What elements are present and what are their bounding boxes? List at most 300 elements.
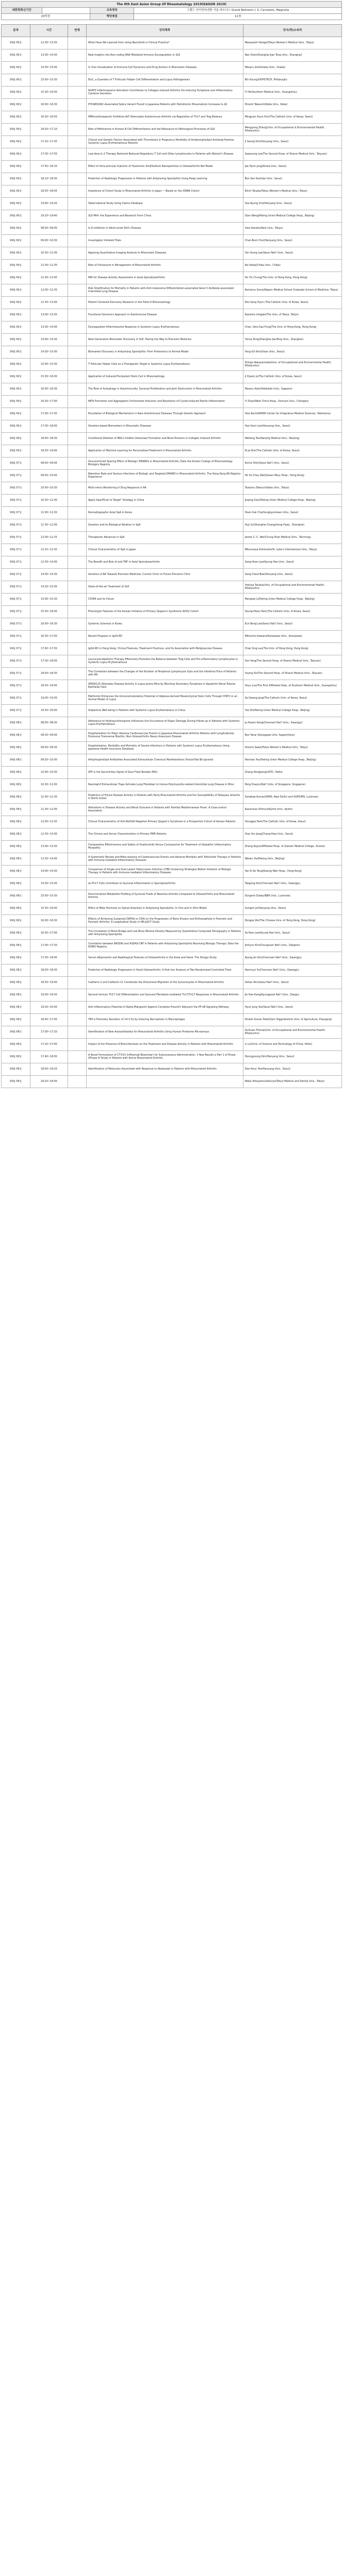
table-row xyxy=(2,532,342,544)
row-speaker: Hanxiao You(Peking Union Medical College Hosp., Beijing) xyxy=(243,754,341,767)
table-row xyxy=(2,569,342,581)
row-date: 09월 06일 xyxy=(2,371,30,383)
row-speaker: Seung-Hwan Park(The Catholic Univ. of Korea, Seoul) xyxy=(243,606,341,618)
table-row xyxy=(2,866,342,878)
table-row xyxy=(2,210,342,223)
row-date: 09월 06일 xyxy=(2,309,30,321)
row-title: Phenotypic Features of the Korean Initiative of Primary Sjogren's Syndrome (KISS) Cohort xyxy=(86,606,243,618)
row-number xyxy=(68,618,86,631)
table-row xyxy=(2,519,342,532)
row-title: Serum Adiponectin and Radiological Features of Osteoarthritis in the Knee and Hand: The Dongju Study xyxy=(86,952,243,964)
row-time: 18:00~18:20 xyxy=(30,1063,68,1076)
col-header-no: 연제 xyxy=(68,25,86,37)
row-number xyxy=(68,420,86,433)
row-date: 09월 06일 xyxy=(2,74,30,87)
row-date: 09월 07일 xyxy=(2,631,30,643)
row-number xyxy=(68,433,86,445)
table-row xyxy=(2,111,342,124)
row-time: 08:00~09:00 xyxy=(30,223,68,235)
row-title: SLE-PAH: the Experience and Research From China xyxy=(86,210,243,223)
table-row xyxy=(2,828,342,841)
row-speaker: Sen Yang(The Second Hosp. of Shanxi Medical Univ., Taiyuan) xyxy=(243,655,341,668)
row-speaker: Sandeep Kumar(AIIMS, New Delhi) and SGPGIMS, Lucknow) xyxy=(243,791,341,804)
table-row xyxy=(2,346,342,359)
row-date: 09월 08일 xyxy=(2,841,30,853)
row-date: 09월 06일 xyxy=(2,148,30,161)
row-time: 13:30~14:00 xyxy=(30,321,68,334)
table-row xyxy=(2,581,342,594)
row-time: 14:30~15:00 xyxy=(30,581,68,594)
row-number xyxy=(68,668,86,680)
row-date: 09월 07일 xyxy=(2,705,30,717)
row-time: 16:30~17:00 xyxy=(30,631,68,643)
row-title: Nonradiographic Axial SpA in Korea xyxy=(86,507,243,519)
row-title: Application of Machine Learning for Personalized Treatment in Rheumatoid Arthritis xyxy=(86,445,243,457)
row-date: 09월 08일 xyxy=(2,816,30,828)
credit-value: 20학점 xyxy=(2,14,90,20)
row-title: Biomarker Discovery in Ankylosing Spondylitis: From Proteomics to Animal Model xyxy=(86,346,243,359)
row-speaker: Hoon-Suk Cha(Sungkyunkwan Univ., Seoul) xyxy=(243,507,341,519)
table-row xyxy=(2,124,342,136)
row-time: 14:30~15:00 xyxy=(30,346,68,359)
row-time: 10:30~11:00 xyxy=(30,779,68,791)
row-time: 13:00~13:30 xyxy=(30,841,68,853)
row-date: 09월 06일 xyxy=(2,346,30,359)
row-title: CSTAR and its Future xyxy=(86,594,243,606)
row-speaker: Saeyoung Lee(The Second Hosp. of Shanxi Medical Univ., Taiyuan) xyxy=(243,148,341,161)
row-time: 18:30~19:00 xyxy=(30,977,68,989)
row-speaker: Ki-Jo Kim(The Catholic Univ. of Korea, Seoul) xyxy=(243,445,341,457)
row-number xyxy=(68,1026,86,1039)
row-title: Leucocyte-depletion Therapy Effectively Promotes the Balance between Treg Cells and Pro-inflammatory Lymphocytes in Systemic Lupus Erythematosus xyxy=(86,655,243,668)
table-row xyxy=(2,544,342,556)
row-date: 09월 07일 xyxy=(2,643,30,655)
row-title: Systemic Sclerosis in Korea xyxy=(86,618,243,631)
table-row xyxy=(2,62,342,74)
row-date: 09월 06일 xyxy=(2,223,30,235)
row-date: 09월 06일 xyxy=(2,433,30,445)
row-time: 11:00~11:30 xyxy=(30,260,68,272)
row-number xyxy=(68,62,86,74)
row-date: 09월 06일 xyxy=(2,383,30,396)
row-title: The Role of Autophagy in Autoimmunity: Synovial Proliferation and Joint Destruction in Rheumatoid Arthritis xyxy=(86,383,243,396)
course-info-table xyxy=(1,1,342,20)
row-number xyxy=(68,816,86,828)
row-title: The Correlation of Bone Bridge and Low Bone Mineral Density Measured by Quantitative Computed Tomography in Patients with Ankylosing Spondylitis xyxy=(86,927,243,940)
row-time: 19:00~19:20 xyxy=(30,198,68,210)
row-number xyxy=(68,940,86,952)
row-time: 18:30~19:00 xyxy=(30,445,68,457)
course-title-row xyxy=(2,2,342,8)
row-title: Next-Generation Biomarker Discovery in SLE: Paving the Way to Precision Medicine xyxy=(86,334,243,346)
row-speaker: James C.-C. Wei(Chung Shan Medical Univ., Taichung) xyxy=(243,532,341,544)
row-time: 11:00~11:30 xyxy=(30,507,68,519)
col-header-date: 분과 xyxy=(2,25,30,37)
row-time: 17:30~18:00 xyxy=(30,952,68,964)
row-number xyxy=(68,556,86,569)
row-speaker: Waka Yokoyama-Kokuryo(Tokyo Medical and Dental Univ., Tokyo) xyxy=(243,1076,341,1088)
row-date: 09월 07일 xyxy=(2,680,30,692)
row-speaker: Kazuhiro Ishigaki(The Univ. of Tokyo, Tokyo) xyxy=(243,309,341,321)
row-speaker: Mingjuan Hyun Hun(The Catholic Univ. of Korea, Seoul) xyxy=(243,111,341,124)
row-number xyxy=(68,853,86,866)
row-number xyxy=(68,952,86,964)
row-speaker: Jinhyun Kim(Chungnam Nat'l Univ., Daejeon) xyxy=(243,940,341,952)
row-title: TNF-α Promotes Secretion of 14-3-3η by Inducing Necroptosis in Macrophages xyxy=(86,1014,243,1026)
row-time: 17:50~18:10 xyxy=(30,161,68,173)
row-date: 09월 08일 xyxy=(2,767,30,779)
row-title: Clinical Characteristics of SpA in Japan xyxy=(86,544,243,556)
row-date: 09월 06일 xyxy=(2,124,30,136)
row-date: 09월 08일 xyxy=(2,890,30,903)
row-time: 16:00~16:30 xyxy=(30,915,68,927)
table-row xyxy=(2,680,342,692)
row-speaker: Kazumasa Ohmura(Kyoto Univ., Kyoto) xyxy=(243,804,341,816)
row-title: Applying Quantitative Imaging Analysis to Rheumatic Diseases xyxy=(86,247,243,260)
row-time: 16:40~17:00 xyxy=(30,1014,68,1026)
row-speaker: Peng Huajun(Nat'l Univ. of Singapore, Singapore) xyxy=(243,779,341,791)
venue-value: 그랜드 인터컨티넨탈 서울 파르나스 Grand Ballroom I, II, Carnation, Magnolia xyxy=(134,8,342,14)
row-speaker: Weiwu Xie(Peking Univ., Beijing) xyxy=(243,853,341,866)
row-date: 09월 06일 xyxy=(2,62,30,74)
table-row xyxy=(2,927,342,940)
row-title: Role of Methionine in Human B Cell Differentiation and the Relevance to Pathological Processes of SLE xyxy=(86,124,243,136)
row-title: Role of Ultrasound in Management of Rheumatoid Arthritis xyxy=(86,260,243,272)
table-row xyxy=(2,408,342,420)
row-time: 15:00~15:30 xyxy=(30,594,68,606)
table-row xyxy=(2,161,342,173)
row-number xyxy=(68,779,86,791)
row-date: 09월 06일 xyxy=(2,198,30,210)
row-title: Identification of Molecules Associated with Response to Abatacept in Patients with Rheumatoid Arthritis xyxy=(86,1063,243,1076)
row-title: Second Intrinsic Th17 Cell Differentiation and Synovial Fibroblast-mediated Th17/Th17 Responses in Rheumatoid Arthritis xyxy=(86,989,243,1002)
row-title: Impotence of Cohort Study in Rheumatoid Arthritis in Japan ~ Based on the IORRA Cohort xyxy=(86,185,243,198)
lecture-table-body xyxy=(2,37,342,1088)
row-number xyxy=(68,964,86,977)
row-title: MRI for Disease Activity Assessment in Axial Spondyloarthritis xyxy=(86,272,243,284)
row-number xyxy=(68,581,86,594)
row-title: Hospitalization, Morbidity and Mortality of Severe Infections in Patients with Systemic Lupus Erythematosus Using Japanese Health Insurance Database xyxy=(86,742,243,754)
table-row xyxy=(2,952,342,964)
row-date: 09월 06일 xyxy=(2,185,30,198)
row-title: Elucidation of Biological Mechanisms in Rare Autoimmune Diseases Through Genetic Approach xyxy=(86,408,243,420)
row-time: 12:00~12:30 xyxy=(30,816,68,828)
row-speaker: Mitsumasa Kishimoto(St. Luke's International Univ., Tokyo) xyxy=(243,544,341,556)
row-time: 13:30~14:30 xyxy=(30,49,68,62)
table-row xyxy=(2,433,342,445)
row-time: 17:00~17:30 xyxy=(30,408,68,420)
row-title: NETs Formation and Aggregation Orchestrate Induction and Resolution of Crystal-induced Sterile Inflammation xyxy=(86,396,243,408)
row-speaker: Nan Shen(Shanghai Jiao Tong Univ., Shanghai) xyxy=(243,49,341,62)
row-number xyxy=(68,124,86,136)
row-title: Effect of Intra-articular Injection of Hyaluronic Acid/Sodium Nanoparticles in Osteoarthritis Rat Model xyxy=(86,161,243,173)
row-number xyxy=(68,890,86,903)
table-row xyxy=(2,297,342,309)
row-time: 11:30~12:00 xyxy=(30,804,68,816)
row-number xyxy=(68,383,86,396)
row-speaker: Mengyang Zhang(Univ. of Occupational & Environmental Health, Kitakyushu) xyxy=(243,124,341,136)
table-row xyxy=(2,37,342,49)
row-title: The Clinical and Serum Characteristics in Primary PMR Patients xyxy=(86,828,243,841)
row-speaker: Ho So Chau Wai(Queen Mary Hosp., Hong Kong) xyxy=(243,470,341,482)
row-time: 12:30~13:30 xyxy=(30,37,68,49)
row-speaker: Sehan Ahn(Seoul Nat'l Univ., Seoul) xyxy=(243,977,341,989)
row-speaker: Ji Soong Kim(Hanyang Univ., Seoul) xyxy=(243,136,341,148)
row-number xyxy=(68,606,86,618)
row-number xyxy=(68,247,86,260)
table-row xyxy=(2,816,342,828)
row-number xyxy=(68,631,86,643)
row-speaker: Eun Bong Lee(Seoul Nat'l Univ., Seoul) xyxy=(243,618,341,631)
row-time: 11:30~12:00 xyxy=(30,519,68,532)
row-title: Subjective Well-being in Patients with Systemic Lupus Erythematosus in China xyxy=(86,705,243,717)
row-date: 09월 08일 xyxy=(2,1026,30,1039)
row-date: 09월 07일 xyxy=(2,594,30,606)
table-row xyxy=(2,74,342,87)
table-row xyxy=(2,173,342,185)
row-speaker: Hye-Soon Lee(Hanyang Univ., Seoul) xyxy=(243,420,341,433)
row-speaker: Durgesh Dubey(BBA Univ., Lucknow) xyxy=(243,890,341,903)
row-title: Application of Induced Pluripotent Stem Cell in Rheumatology xyxy=(86,371,243,383)
table-row xyxy=(2,556,342,569)
row-date: 09월 06일 xyxy=(2,210,30,223)
row-number xyxy=(68,544,86,556)
row-number xyxy=(68,1002,86,1014)
row-title: Ets1, a Guardian of T Follicular Helper Cell Differentiation and Lupus Pathogenesis xyxy=(86,74,243,87)
row-time: 15:30~16:00 xyxy=(30,903,68,915)
row-number xyxy=(68,804,86,816)
row-time: 17:10~17:30 xyxy=(30,136,68,148)
row-title: Correlation between BASDAI and ASDAS-CRP in Patients with Ankylosing Spondylitis Receiving Biologic Therapy: Data the KOBIO Registry xyxy=(86,940,243,952)
row-speaker: Yuko Kaneko(Keio Univ., Tokyo) xyxy=(243,223,341,235)
row-title: Apply SquidTrust to Target" Strategy in China xyxy=(86,495,243,507)
row-time: 16:30~17:00 xyxy=(30,396,68,408)
row-speaker: Xiao Yun Jang(Chang-Hwa Univ., Seoul) xyxy=(243,828,341,841)
row-date: 09월 08일 xyxy=(2,1014,30,1026)
table-row xyxy=(2,383,342,396)
row-title: Therapeutic Advances in SpA xyxy=(86,532,243,544)
row-date: 09월 07일 xyxy=(2,482,30,495)
row-date: 09월 07일 xyxy=(2,692,30,705)
row-title: Prediction of Radiologic Progression in Hand Osteoarthritis: A Post-hoc Analysis of Two Randomized Controlled Trials xyxy=(86,964,243,977)
row-number xyxy=(68,692,86,705)
row-speaker: Mitsuhiro Kawano(Kanazawa Univ., Kanazawa) xyxy=(243,631,341,643)
table-row xyxy=(2,655,342,668)
row-number xyxy=(68,223,86,235)
row-speaker: Chan, Vera Sau-Fong(The Univ. of Hong Kong, Hong Kong) xyxy=(243,321,341,334)
row-title: Patient Centered Discovery Research in the Field of Rheumatology xyxy=(86,297,243,309)
row-number xyxy=(68,643,86,655)
row-speaker: Masaru Ishii(Osaka Univ., Osaka) xyxy=(243,62,341,74)
row-number xyxy=(68,111,86,124)
table-row xyxy=(2,1026,342,1039)
row-number xyxy=(68,730,86,742)
row-title: Neutrophil Extracellular Traps Activate Lung Fibroblast to Induce Polymyositis-related Interstitial Lung Disease in Mice xyxy=(86,779,243,791)
row-speaker: Yoshiya Tanaka(Univ. of Occupational and Environmental Health, Kitakyushu) xyxy=(243,581,341,594)
row-title: ATP is the Second Key Signal of Gout Flare Besides MSU xyxy=(86,767,243,779)
row-number xyxy=(68,136,86,148)
row-title: ex-Th17 Cells Contribute to Synovial Inflammation in Spondyloarthritis xyxy=(86,878,243,890)
row-date: 09월 06일 xyxy=(2,408,30,420)
row-time: 17:00~17:30 xyxy=(30,940,68,952)
row-speaker: Mengtao Li(Peking Union Medical College Hosp., Beijing) xyxy=(243,594,341,606)
row-title: Genetics of RA Towards Precision Medicine: Current Clinic to Future Precision Clinic xyxy=(86,569,243,581)
row-date: 09월 07일 xyxy=(2,544,30,556)
row-number xyxy=(68,989,86,1002)
table-row xyxy=(2,495,342,507)
row-time: 15:00~15:30 xyxy=(30,890,68,903)
row-date: 09월 06일 xyxy=(2,111,30,124)
row-number xyxy=(68,977,86,989)
table-row xyxy=(2,247,342,260)
row-number xyxy=(68,482,86,495)
table-row xyxy=(2,940,342,952)
row-time: 12:30~14:00 xyxy=(30,556,68,569)
row-number xyxy=(68,1014,86,1026)
row-time: 16:00~16:30 xyxy=(30,618,68,631)
row-number xyxy=(68,828,86,841)
row-title: Conditional Deletion of MKL1 Inhibits Osteoclast Formation and Bone Erosions in Collagen Induced Arthritis xyxy=(86,433,243,445)
row-date: 09월 08일 xyxy=(2,977,30,989)
row-date: 09월 08일 xyxy=(2,1063,30,1076)
row-title: Predictors of Future Disease Activity in Patients with Early Rheumatoid Arthritis and the Susceptibility of Takayasu Arteritis in North Indian xyxy=(86,791,243,804)
row-number xyxy=(68,791,86,804)
row-title: IL-6 Inhibition in Adult-onset Still's Disease xyxy=(86,223,243,235)
row-time: 15:30~16:00 xyxy=(30,87,68,99)
table-row xyxy=(2,309,342,321)
table-row xyxy=(2,136,342,148)
table-row xyxy=(2,878,342,890)
row-time: 12:00~12:30 xyxy=(30,284,68,297)
row-title xyxy=(86,1076,243,1088)
row-date: 09월 07일 xyxy=(2,668,30,680)
row-title: Impact of the Presence of Bronchiectasis on the Treatment and Disease Activity in Patients with Rheumatoid Arthritis xyxy=(86,1039,243,1051)
table-row xyxy=(2,87,342,99)
row-date: 09월 06일 xyxy=(2,420,30,433)
row-title: Clinical and Genetic Factors Associated with Thrombosis in Pregnancy Morbidity of Antiphospholipid Antibody-Positive Systemic Lupus Erythematosus Patients xyxy=(86,136,243,148)
row-title: A Novel Formulation of CT-P13 (Infliximab Biosimilar) for Subcutaneous Administration: 1-Year Results a Part 1 of Phase I/Phase III Study in Patients with Active Rheumatoid Arthritis xyxy=(86,1051,243,1063)
row-time: 12:00~12:15 xyxy=(30,532,68,544)
row-speaker: Weiteng Tan(Nanjing Medical Univ., Nanjing) xyxy=(243,433,341,445)
course-label: 해당평점 xyxy=(90,14,134,20)
row-title: The Correlation between the Changes of the Number of Peripheral Lymphocyte Subs and the Intestinal Flora of Patients with RA xyxy=(86,668,243,680)
row-number xyxy=(68,185,86,198)
row-date: 09월 07일 xyxy=(2,569,30,581)
row-time: 13:30~14:00 xyxy=(30,853,68,866)
row-time: 19:00~19:30 xyxy=(30,692,68,705)
table-row xyxy=(2,692,342,705)
row-time: 15:30~16:00 xyxy=(30,606,68,618)
row-number xyxy=(68,1076,86,1088)
table-row xyxy=(2,643,342,655)
row-speaker: Zhang Hongjiang(USTC, Hefei) xyxy=(243,767,341,779)
row-date: 09월 06일 xyxy=(2,235,30,247)
table-row xyxy=(2,668,342,680)
row-speaker: Jin Hee Kang(Kyungpook Nat'l Univ., Daegu) xyxy=(243,989,341,1002)
row-date: 09월 08일 xyxy=(2,915,30,927)
row-date: 09월 08일 xyxy=(2,927,30,940)
row-title: Recent Progress in IgG4-RD xyxy=(86,631,243,643)
row-number xyxy=(68,655,86,668)
row-date: 09월 08일 xyxy=(2,1051,30,1063)
row-time: 12:15~12:30 xyxy=(30,544,68,556)
row-date: 09월 06일 xyxy=(2,359,30,371)
row-date: 09월 08일 xyxy=(2,791,30,804)
col-header-title: 강의제목 xyxy=(86,25,243,37)
table-row xyxy=(2,371,342,383)
row-date: 09월 06일 xyxy=(2,297,30,309)
row-title: Hospitalization for Major Adverse Cardiovascular Events in Japanese Rheumatoid Arthritis Patients with Longitudinally Extensive Transverse Myelitis, Non-Osteoarthritis Heavy Aneurysm Disease xyxy=(86,730,243,742)
row-speaker: Yi Zhao(West China Hosp., Sichuan Univ., Chengdu) xyxy=(243,396,341,408)
row-number xyxy=(68,569,86,581)
row-date: 09월 08일 xyxy=(2,952,30,964)
row-title: Observational Study Using Claims Database xyxy=(86,198,243,210)
row-number xyxy=(68,495,86,507)
table-row xyxy=(2,420,342,433)
row-speaker: Se Gwang Jang(The Catholic Univ. of Korea, Seoul) xyxy=(243,692,341,705)
row-time: 17:20~17:40 xyxy=(30,1039,68,1051)
row-time: 17:00~17:30 xyxy=(30,643,68,655)
row-number xyxy=(68,1039,86,1051)
row-title: Discriminative Metabolite Profiling of Synovial Fluids of Reactive Arthritis Compared to Osteoarthritis and Rheumatoid Arthritis xyxy=(86,890,243,903)
table-row xyxy=(2,915,342,927)
table-row xyxy=(2,185,342,198)
row-speaker: Shingo Nakayamada(Univ. of Occupational and Environmental Health, Kitakyushu) xyxy=(243,359,341,371)
row-speaker: Ji Hyeon Ju(The Catholic Univ. of Korea, Seoul) xyxy=(243,371,341,383)
row-number xyxy=(68,408,86,420)
table-row xyxy=(2,1002,342,1014)
row-number xyxy=(68,866,86,878)
row-date: 09월 06일 xyxy=(2,173,30,185)
table-row xyxy=(2,148,342,161)
row-time: 19:00~19:30 xyxy=(30,989,68,1002)
row-number xyxy=(68,321,86,334)
row-speaker: Yan Ki Ko Teng(Kwong Wah Hosp., Hong Kong) xyxy=(243,866,341,878)
row-speaker: Ryo Yanai (Kanagawa Univ. Sagamihara) xyxy=(243,730,341,742)
table-row xyxy=(2,1051,342,1063)
table-row xyxy=(2,396,342,408)
row-time: 14:00~14:30 xyxy=(30,866,68,878)
row-title: Functional Genomics Approach in Autoimmune Disease xyxy=(86,309,243,321)
row-title: IgG4-RD in Hong Kong: Clinical Features, Treatment Practices, and Its Association with Malignancies Disease xyxy=(86,643,243,655)
row-title: Adherence to Hydroxychloroquine Influences the Occurrence of Organ Damage During Follow-up in Patients with Systemic Lupus Erythematosus xyxy=(86,717,243,730)
row-time: 18:30~19:00 xyxy=(30,680,68,692)
row-number xyxy=(68,927,86,940)
table-row xyxy=(2,49,342,62)
row-date: 09월 08일 xyxy=(2,754,30,767)
row-time: 17:00~17:20 xyxy=(30,1026,68,1039)
row-date: 09월 07일 xyxy=(2,470,30,482)
row-number xyxy=(68,99,86,111)
row-speaker: Tsutomu Takeuchi(Keio Univ., Tokyo) xyxy=(243,482,341,495)
row-number xyxy=(68,371,86,383)
row-title: State-of-the-art Treatment of SLE xyxy=(86,581,243,594)
row-date: 09월 06일 xyxy=(2,87,30,99)
row-time: 18:00~18:30 xyxy=(30,964,68,977)
row-date: 09월 08일 xyxy=(2,940,30,952)
row-time: 14:30~15:00 xyxy=(30,878,68,890)
lecture-table-header xyxy=(2,25,342,37)
row-speaker: Ju-Hyeon Kang(Chonnam Nat'l Univ., Gwangju) xyxy=(243,717,341,730)
row-time: 09:00~09:30 xyxy=(30,742,68,754)
row-number xyxy=(68,705,86,717)
row-time: 17:30~18:00 xyxy=(30,420,68,433)
row-time: 14:30~15:00 xyxy=(30,62,68,74)
table-row xyxy=(2,779,342,791)
row-number xyxy=(68,519,86,532)
row-number xyxy=(68,680,86,692)
row-number xyxy=(68,297,86,309)
